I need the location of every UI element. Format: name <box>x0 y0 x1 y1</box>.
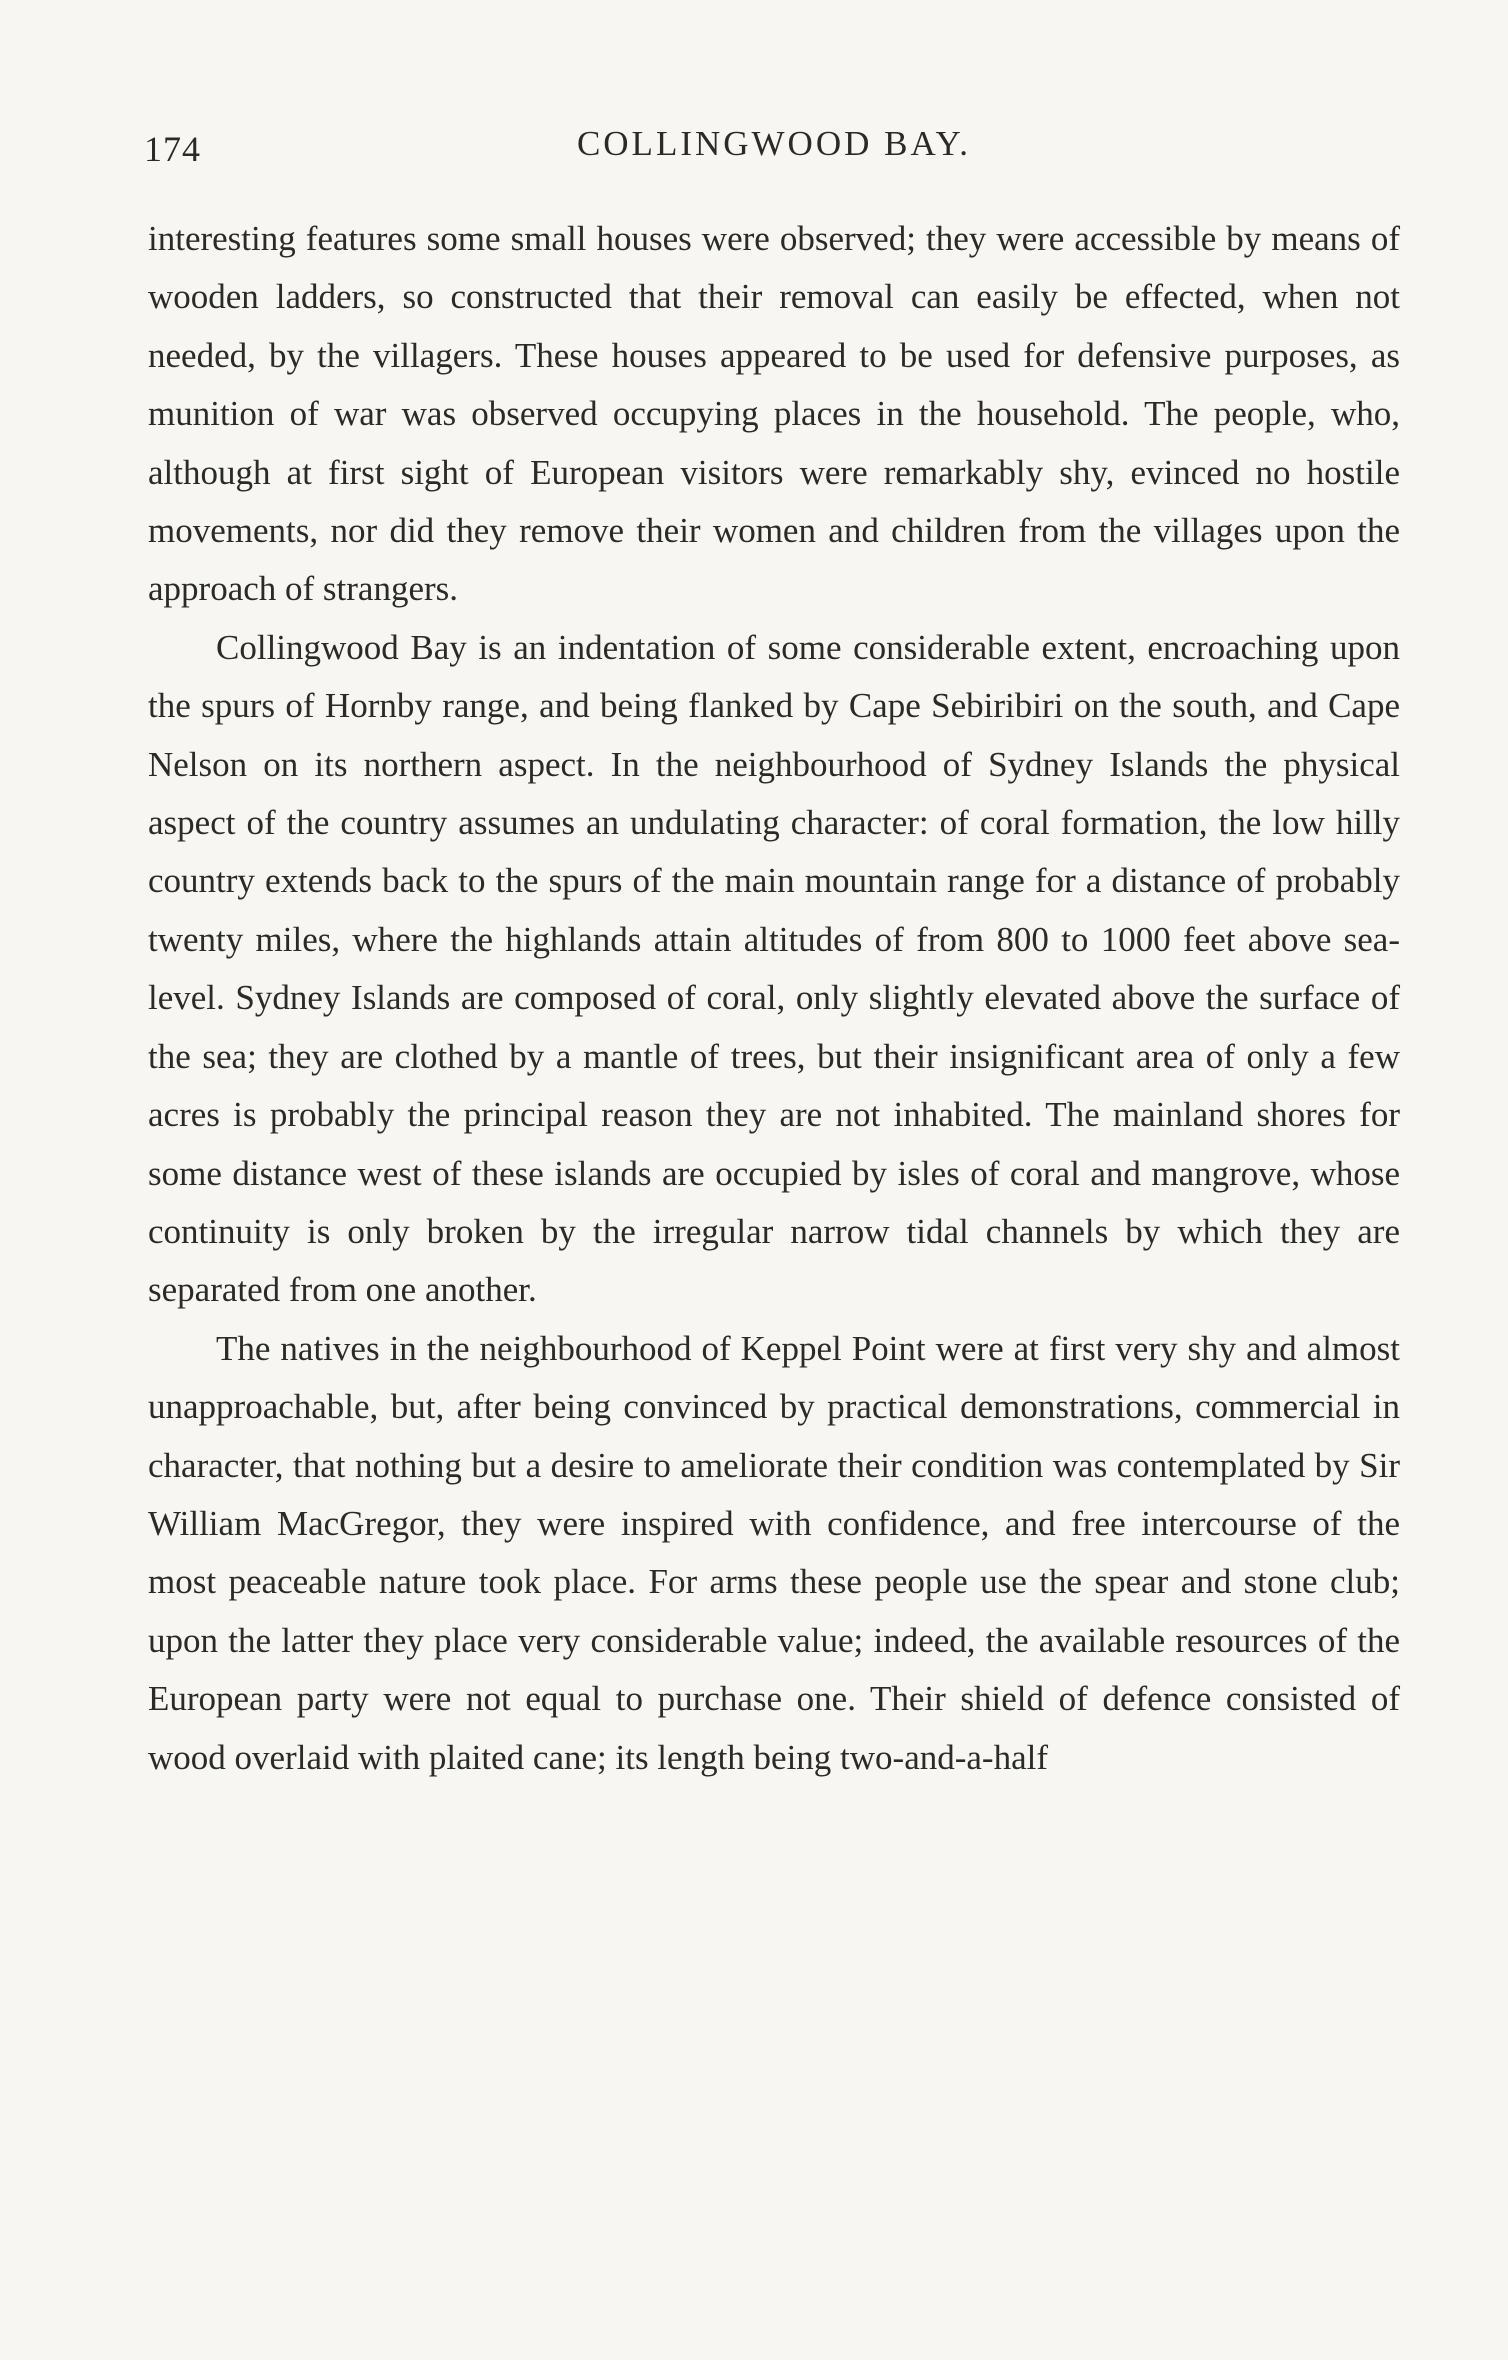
paragraph-continued: interesting features some small houses were observed; they were accessible by means of wooden ladders, so constructed that their removal can easily be effected, when not needed, by the villagers. These houses appeared to be used for defensive purposes, as munition of war was observed occupying places in the household. The people, who, although at first sight of European visitors were remarkably shy, evinced no hostile movements, nor did they remove their women and children from the villages upon the approach of strangers. <box>148 219 1400 609</box>
paragraph-collingwood-bay: Collingwood Bay is an indentation of some considerable extent, encroaching upon the spurs of Hornby range, and being flanked by Cape Sebiribiri on the south, and Cape Nelson on its northern aspect. In the neighbourhood of Sydney Islands the physical aspect of the country assumes an undulating character: of coral formation, the low hilly country extends back to the spurs of the main mountain range for a distance of probably twenty miles, where the highlands attain altitudes of from 800 to 1000 feet above sea-level. Sydney Islands are composed of coral, only slightly elevated above the surface of the sea; they are clothed by a mantle of trees, but their insignificant area of only a few acres is probably the principal reason they are not inhabited. The mainland shores for some distance west of these islands are occupied by isles of coral and mangrove, whose continuity is only broken by the irregular narrow tidal channels by which they are separated from one another. <box>148 627 1400 1310</box>
paragraph-keppel-point-natives: The natives in the neighbourhood of Keppel Point were at first very shy and almost unapproachable, but, after being convinced by practical demonstrations, commercial in character, that nothing but a desire to ameliorate their condition was contemplated by Sir William MacGregor, they were inspired with confidence, and free intercourse of the most peaceable nature took place. For arms these people use the spear and stone club; upon the latter they place very considerable value; indeed, the available resources of the European party were not equal to purchase one. Their shield of defence consisted of wood overlaid with plaited cane; its length being two-and-a-half <box>148 1328 1400 1777</box>
body-text <box>148 210 1400 1787</box>
chapter-title: COLLINGWOOD BAY. <box>576 124 972 163</box>
page-number: 174 <box>144 129 201 169</box>
running-head <box>144 118 1404 178</box>
